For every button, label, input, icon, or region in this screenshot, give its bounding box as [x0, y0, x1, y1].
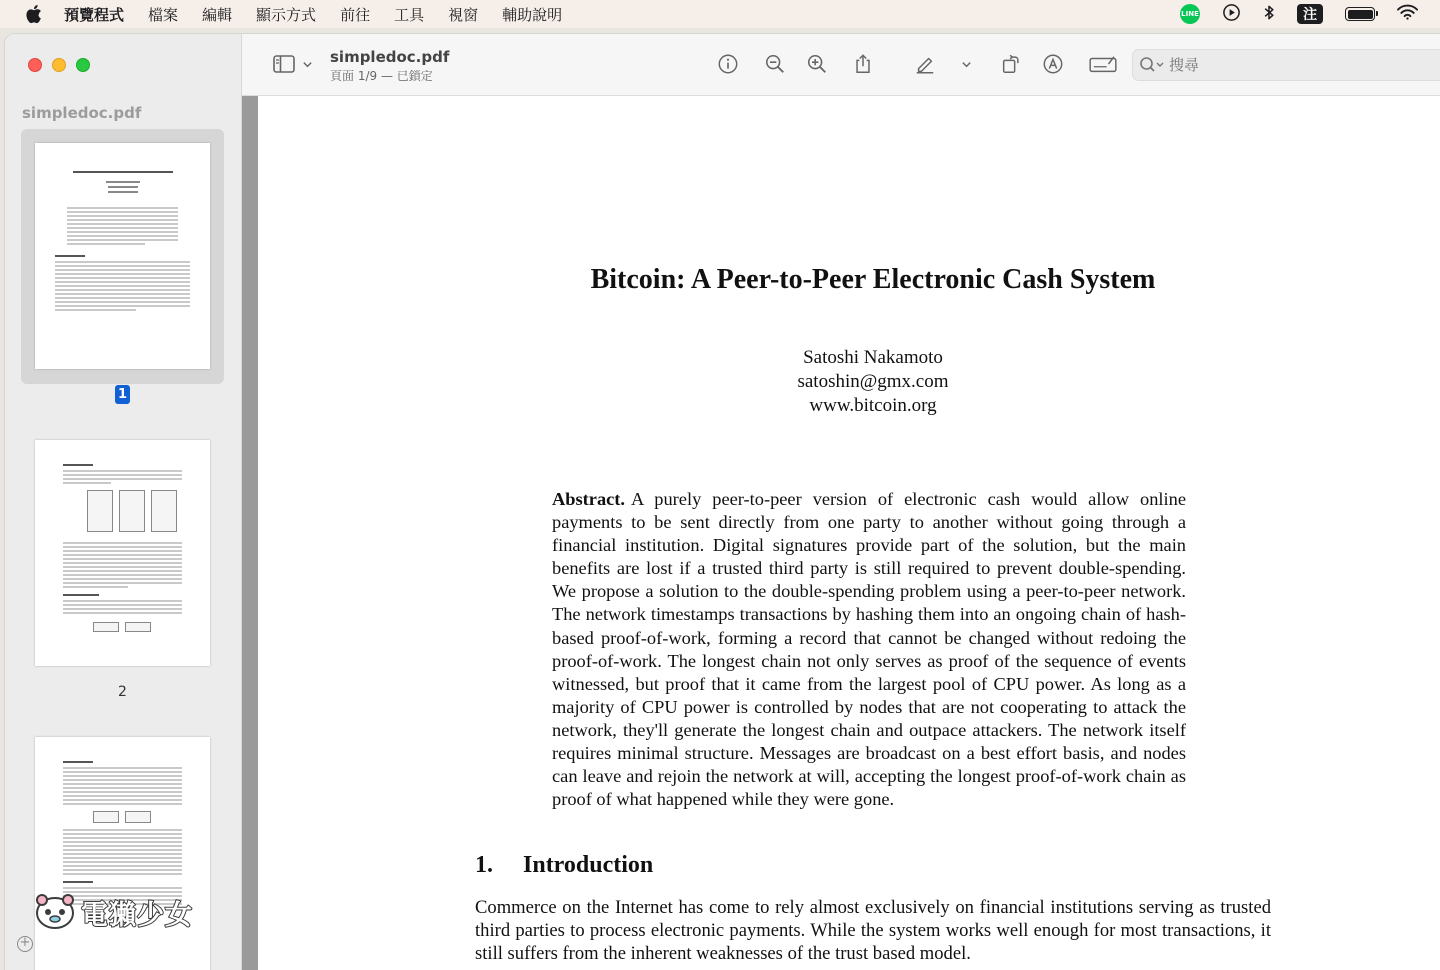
- zoom-out-button[interactable]: [763, 52, 787, 76]
- author-website: www.bitcoin.org: [809, 395, 937, 416]
- section-number: 1.: [475, 852, 493, 878]
- window-close-button[interactable]: [28, 58, 42, 72]
- menu-edit[interactable]: 編輯: [202, 5, 233, 24]
- info-icon: [717, 53, 739, 75]
- page-number-2: 2: [118, 684, 127, 700]
- section-heading: [475, 852, 653, 879]
- wifi-icon[interactable]: [1397, 4, 1418, 24]
- line-app-icon[interactable]: LINE: [1180, 4, 1200, 24]
- pencil-icon: [914, 53, 936, 75]
- share-button[interactable]: [851, 52, 875, 76]
- page-thumbnail-2[interactable]: [21, 426, 224, 681]
- page-thumbnail-image: [35, 143, 210, 369]
- form-fill-button[interactable]: [1087, 52, 1119, 76]
- author-name: Satoshi Nakamoto: [803, 347, 943, 368]
- watermark-text: 電獺少女: [81, 899, 193, 931]
- document-viewer[interactable]: [242, 96, 1440, 970]
- window-minimize-button[interactable]: [52, 58, 66, 72]
- menu-view[interactable]: 顯示方式: [256, 5, 317, 24]
- paper-title: Bitcoin: A Peer-to-Peer Electronic Cash System: [590, 264, 1156, 295]
- markup-button[interactable]: [913, 52, 937, 76]
- menu-tools[interactable]: 工具: [394, 5, 425, 24]
- zoom-in-button[interactable]: [805, 52, 829, 76]
- abstract-paragraph: [552, 488, 1186, 811]
- annotate-button[interactable]: [1041, 52, 1065, 76]
- sidebar-toggle-button[interactable]: [268, 52, 316, 76]
- window-zoom-button[interactable]: [76, 58, 90, 72]
- markup-options-button[interactable]: [957, 52, 975, 76]
- status-area: [1180, 0, 1440, 28]
- search-box[interactable]: [1132, 49, 1440, 81]
- zoom-out-icon: [764, 53, 786, 75]
- rotate-button[interactable]: [999, 52, 1023, 76]
- thumbnail-sidebar: [5, 34, 242, 970]
- bluetooth-icon[interactable]: [1263, 3, 1275, 26]
- section-title: Introduction: [523, 852, 654, 878]
- watermark: [33, 890, 193, 934]
- rotate-icon: [1000, 53, 1022, 75]
- zoom-in-icon: [806, 53, 828, 75]
- pdf-page: [258, 96, 1440, 970]
- abstract-text: A purely peer-to-peer version of electronic cash would allow online payments to be sent directly from one party to another without going through a financial institution. Digital signatures provide part of the solution, but the main benefits are lost if a trusted third party is still required to prevent double-spending. We propose a solution to the double-spending problem using a peer-to-peer network. The network timestamps transactions by hashing them into an ongoing chain of hash-based proof-of-work, forming a record that cannot be changed without redoing the proof-of-work. The longest chain not only serves as proof of the sequence of events witnessed, but proof that it came from the largest pool of CPU power. As long as a majority of CPU power is controlled by nodes that are not cooperating to attack the network, they'll generate the longest chain and outpace attackers. The network itself requires minimal structure. Messages are broadcast on a best effort basis, and nodes can leave and rejoin the network at will, accepting the longest proof-of-work chain as proof of what happened while they were gone.: [552, 489, 1186, 810]
- menu-window[interactable]: 視窗: [448, 5, 479, 24]
- abstract-label: Abstract.: [552, 489, 626, 509]
- apple-icon[interactable]: [22, 3, 44, 25]
- info-button[interactable]: [716, 52, 740, 76]
- author-email: satoshin@gmx.com: [797, 371, 949, 392]
- menu-app-name[interactable]: 預覽程式: [64, 5, 125, 24]
- search-input[interactable]: [1169, 56, 1409, 74]
- page-thumbnail-1[interactable]: [21, 129, 224, 384]
- page-thumbnail-image: [35, 737, 210, 970]
- sidebar-title: simpledoc.pdf: [22, 104, 142, 122]
- document-subtitle: 頁面 1/9 — 已鎖定: [330, 69, 433, 83]
- menu-help[interactable]: 輔助說明: [502, 5, 563, 24]
- menu-go[interactable]: 前往: [340, 5, 371, 24]
- otter-logo-icon: [33, 890, 77, 934]
- pen-circle-icon: [1042, 53, 1064, 75]
- add-icon[interactable]: +: [17, 936, 33, 952]
- form-icon: [1088, 53, 1118, 75]
- input-method-icon[interactable]: 注: [1297, 4, 1323, 24]
- toolbar: [242, 34, 1440, 96]
- page-number-1: 1: [21, 385, 224, 404]
- search-icon: [1139, 56, 1165, 74]
- preview-window: [5, 34, 1440, 970]
- chevron-down-icon: [302, 59, 313, 70]
- menu-file[interactable]: 檔案: [148, 5, 179, 24]
- intro-paragraph: Commerce on the Internet has come to rely almost exclusively on financial institutions serving as trusted third parties to process electronic payments. While the system works well enough for most transactions, it still suffers from the inherent weaknesses of the trust based model.: [475, 897, 1271, 965]
- play-circle-icon[interactable]: [1222, 3, 1241, 26]
- menubar: [0, 0, 1440, 28]
- document-title: simpledoc.pdf: [330, 48, 450, 66]
- chevron-down-icon: [961, 59, 972, 70]
- share-icon: [852, 53, 874, 75]
- battery-icon[interactable]: [1345, 7, 1375, 21]
- page-thumbnail-image: [35, 440, 210, 666]
